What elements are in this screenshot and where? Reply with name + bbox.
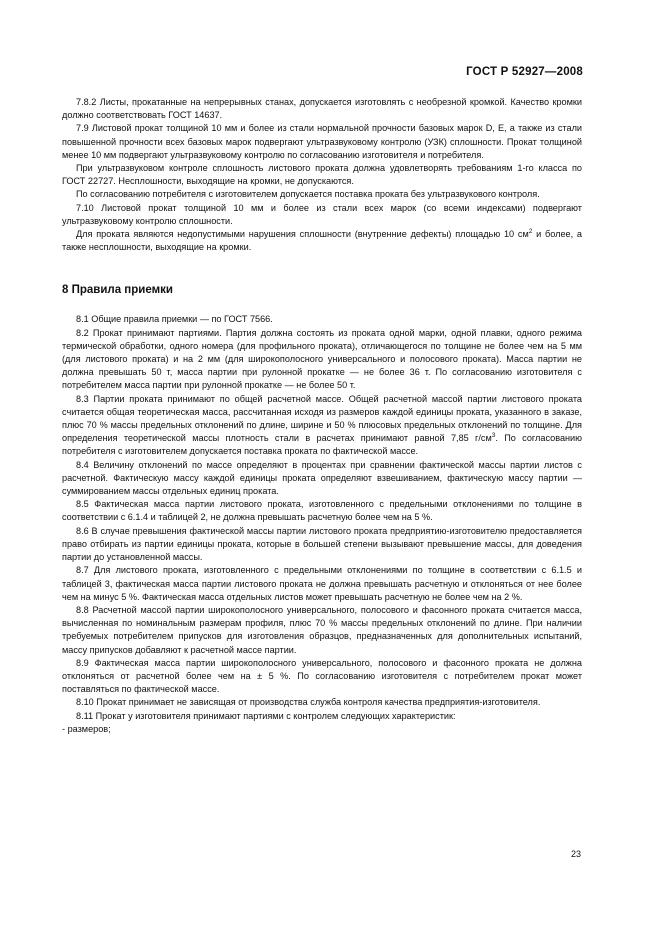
paragraph-8-4: 8.4 Величину отклонений по массе определяют в процентах при сравнении фактической массы партии листов с расчетной. Фактическую массу каждой единицы проката определяют взвешиванием, фактическую массу партии — суммированием массы отдельных единиц проката. <box>62 459 582 497</box>
page-body <box>62 96 582 736</box>
paragraph-8-1: 8.1 Общие правила приемки — по ГОСТ 7566. <box>76 314 273 325</box>
paragraph-7-9: 7.9 Листовой прокат толщиной 10 мм и более из стали нормальной прочности базовых марок D, E, а также из стали повышенной прочности всех базовых марок подвергают ультразвуковому контролю (УЗК) сплошности. Прокат толщиной менее 10 мм подвергают ультразвуковому контролю по согласованию изготовителя и потребителя. <box>62 123 582 160</box>
paragraph-defects-text-end: и более, а также несплошности, выходящие на кромки. <box>62 229 583 253</box>
paragraph-8-5: 8.5 Фактическая масса партии листового проката, изготовленного с предельными отклонениями по толщине в соответствии с 6.1.4 и таблицей 2, не должна превышать расчетную более чем на 5 %. <box>62 499 582 523</box>
paragraph-8-6: 8.6 В случае превышения фактической массы партии листового проката предприятию-изготовителю предоставляется право отбирать из партии единицы проката, которые в большей степени вызывают превышение массы, для доведения партии до установленной массы. <box>62 525 582 563</box>
list-item: - размеров; <box>62 723 111 734</box>
paragraph-7-8-2: 7.8.2 Листы, прокатанные на непрерывных станах, допускается изготовлять с необрезной кромкой. Качество кромки должно соответствовать ГОСТ 14637. <box>62 97 582 121</box>
paragraph-defects <box>62 228 582 254</box>
paragraph-7-10: 7.10 Листовой прокат толщиной 10 мм и более из стали всех марок (со всеми индексами) подвергают ультразвуковому контролю сплошности. <box>62 202 582 226</box>
paragraph-8-2: 8.2 Прокат принимают партиями. Партия должна состоять из проката одной марки, одной плавки, одного режима термической обработки, одного номера (для профильного проката), отличающегося по толщине не более чем на 5 мм (для листового проката) и на 2 мм (для широкополосного универсального и полосового проката). Масса партии не должна превышать 50 т, масса партии при рулонной прокатке — не более 36 т. По согласованию изготовителя с потребителем масса партии при рулонной прокатке — не более 50 т. <box>62 327 582 391</box>
superscript-2: 2 <box>528 227 533 235</box>
paragraph-8-3-text-end: . По согласованию потребителя с изготовителем допускается поставка проката по фактической массе. <box>62 433 582 457</box>
paragraph-without-ultrasonic: По согласованию потребителя с изготовителем допускается поставка проката без ультразвукового контроля. <box>76 189 540 200</box>
page-number: 23 <box>570 849 581 859</box>
paragraph-8-7: 8.7 Для листового проката, изготовленного с предельными отклонениями по толщине в соответствии с 6.1.5 и таблицей 3, фактическая масса партии листового проката не должна превышать расчетную и отклоняться от нее более чем на минус 5 %. Фактическая масса отдельных листов может превышать расчетную не более чем на 2 %. <box>62 565 582 602</box>
section-title: 8 Правила приемки <box>62 284 173 297</box>
document-number: ГОСТ Р 52927—2008 <box>466 66 583 78</box>
paragraph-8-9: 8.9 Фактическая масса партии широкополосного универсального, полосового и фасонного проката не должна отклоняться от расчетной более чем на ± 5 %. По согласованию изготовителя с потребителем прокат может поставляться по фактической массе. <box>62 657 582 695</box>
paragraph-ultrasonic-requirements: При ультразвуковом контроле сплошность листового проката должна удовлетворять требованиям 1-го класса по ГОСТ 22727. Несплошности, выходящие на кромки, не допускаются. <box>62 163 582 187</box>
paragraph-8-11: 8.11 Прокат у изготовителя принимают партиями с контролем следующих характеристик: <box>76 710 456 721</box>
paragraph-defects-text: Для проката являются недопустимыми нарушения сплошности (внутренние дефекты) площадью 10 см <box>76 229 529 240</box>
paragraph-8-3-text: 8.3 Партии проката принимают по общей расчетной массе. Общей расчетной массой партии листового проката считается общая теоретическая масса, рассчитанная исходя из размеров каждой единицы проката, указанного в заказе, плюс 70 % массы предельных отклонений по длине, ширине и 50 % плюсовых предельных отклонений по толщине. Для определения теоретической массы плотность стали в расчетах принимают равной 7,85 г/см <box>62 393 582 444</box>
superscript-3: 3 <box>491 432 496 440</box>
paragraph-8-3 <box>62 393 582 459</box>
paragraph-8-8: 8.8 Расчетной массой партии широкополосного универсального, полосового и фасонного проката считается масса, вычисленная по номинальным размерам профиля, плюс 70 % массы предельных отклонений по длине. При наличии требуемых потребителем припусков для изготовления образцов, предназначенных для дополнительных испытаний, массу припусков добавляют к расчетной массе партии. <box>62 604 582 655</box>
paragraph-8-10: 8.10 Прокат принимает не зависящая от производства служба контроля качества предприятия-изготовителя. <box>76 697 541 708</box>
